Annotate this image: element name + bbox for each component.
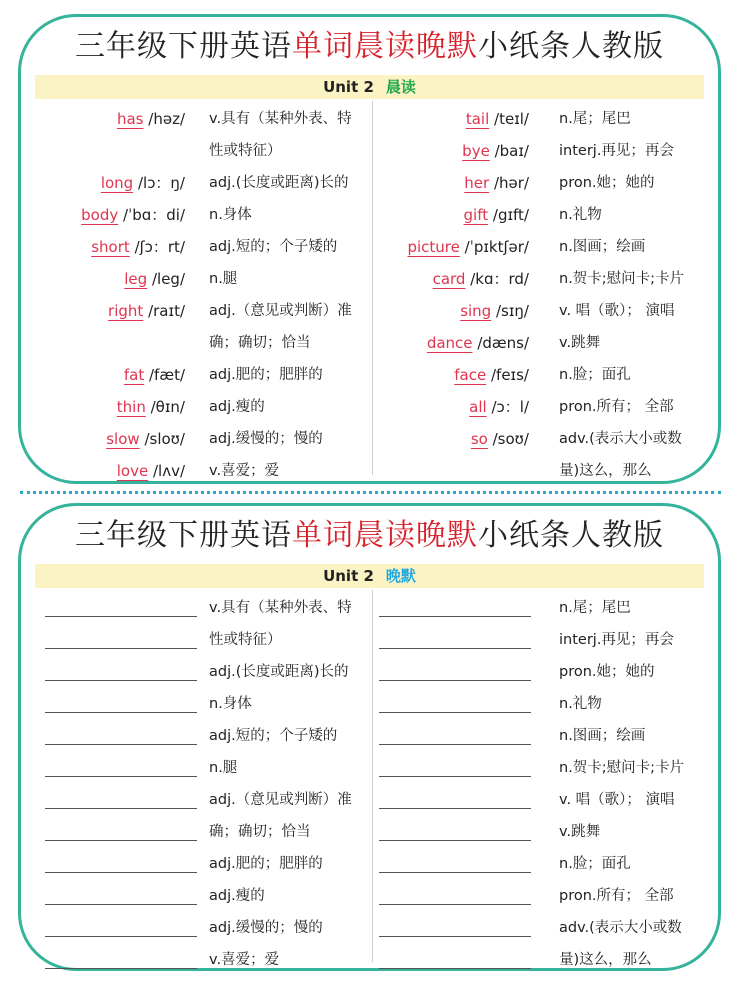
- answer-blank[interactable]: [379, 840, 531, 841]
- answer-blank[interactable]: [45, 648, 197, 649]
- english-word: face: [454, 366, 487, 384]
- chinese-meaning: adv.(表示大小或数: [559, 920, 682, 936]
- word-with-phonetic: [462, 135, 529, 167]
- answer-blank[interactable]: [379, 872, 531, 873]
- chinese-meaning: n.礼物: [559, 207, 602, 223]
- chinese-meaning: adj.（意见或判断）准: [209, 792, 352, 808]
- word-with-phonetic: [433, 263, 529, 295]
- word-with-phonetic: [407, 231, 529, 263]
- chinese-meaning: 确；确切；恰当: [209, 335, 311, 351]
- chinese-meaning: v.喜爱；爱: [209, 463, 280, 479]
- word-with-phonetic: [101, 167, 185, 199]
- word-entry: [35, 359, 185, 391]
- evening-label: 晚默: [385, 567, 416, 585]
- word-with-phonetic: [454, 359, 529, 391]
- word-entry: [35, 295, 185, 327]
- answer-blank[interactable]: [45, 872, 197, 873]
- word-with-phonetic: [427, 327, 529, 359]
- chinese-meaning: n.身体: [209, 696, 252, 712]
- chinese-meaning: pron.所有； 全部: [559, 888, 674, 904]
- word-entry: [35, 167, 185, 199]
- chinese-meaning: v.跳舞: [559, 824, 601, 840]
- english-word: so: [470, 430, 488, 448]
- word-entry: [381, 359, 529, 391]
- english-word: thin: [116, 398, 146, 416]
- chinese-meaning: adv.(表示大小或数: [559, 431, 682, 447]
- dotted-divider: [20, 491, 721, 494]
- english-word: picture: [407, 238, 460, 256]
- word-entry: [35, 199, 185, 231]
- chinese-meaning: adj.（意见或判断）准: [209, 303, 352, 319]
- phonetic: /fæt/: [149, 366, 185, 384]
- answer-blank[interactable]: [45, 616, 197, 617]
- chinese-meaning: interj.再见；再会: [559, 143, 674, 159]
- word-with-phonetic: [106, 423, 185, 455]
- answer-blank[interactable]: [379, 680, 531, 681]
- chinese-meaning: 量)这么，那么: [559, 463, 652, 479]
- chinese-meaning: 性或特征）: [209, 143, 282, 159]
- english-word: leg: [124, 270, 148, 288]
- word-entry: [381, 135, 529, 167]
- english-word: gift: [463, 206, 489, 224]
- answer-blank[interactable]: [45, 936, 197, 937]
- phonetic: /lɔ：ŋ/: [137, 174, 185, 192]
- column-divider: [372, 590, 373, 962]
- unit-bar: [35, 75, 704, 99]
- english-word: body: [81, 206, 119, 224]
- phonetic: /sloʊ/: [144, 430, 185, 448]
- phonetic: /feɪs/: [490, 366, 529, 384]
- english-word: has: [116, 110, 144, 128]
- word-entry: [35, 103, 185, 135]
- english-word: short: [91, 238, 130, 256]
- chinese-meaning: n.腿: [209, 760, 238, 776]
- chinese-meaning: adj.肥的；肥胖的: [209, 367, 323, 383]
- answer-blank[interactable]: [379, 776, 531, 777]
- column-divider: [372, 101, 373, 475]
- chinese-meaning: v.喜爱；爱: [209, 952, 280, 968]
- phonetic: /baɪ/: [494, 142, 529, 160]
- chinese-meaning: 性或特征）: [209, 632, 282, 648]
- card-title: 三年级下册英语单词晨读晚默小纸条人教版: [75, 518, 664, 553]
- answer-blank[interactable]: [45, 840, 197, 841]
- phonetic: /ɔ：l/: [491, 398, 529, 416]
- chinese-meaning: n.尾；尾巴: [559, 111, 631, 127]
- chinese-meaning: adj.短的；个子矮的: [209, 239, 338, 255]
- word-entry: [35, 263, 185, 295]
- chinese-meaning: n.腿: [209, 271, 238, 287]
- word-with-phonetic: [117, 455, 185, 487]
- chinese-meaning: 确；确切；恰当: [209, 824, 311, 840]
- word-entry: [381, 231, 529, 263]
- english-word: love: [116, 462, 149, 480]
- evening-dictation-card: [18, 503, 721, 971]
- answer-blank[interactable]: [45, 904, 197, 905]
- chinese-meaning: n.尾；尾巴: [559, 600, 631, 616]
- answer-blank[interactable]: [379, 936, 531, 937]
- english-word: right: [108, 302, 144, 320]
- unit-label: Unit 2: [323, 78, 374, 96]
- english-word: fat: [123, 366, 145, 384]
- word-with-phonetic: [464, 167, 529, 199]
- phonetic: /soʊ/: [492, 430, 529, 448]
- chinese-meaning: adj.瘦的: [209, 399, 265, 415]
- english-word: dance: [426, 334, 473, 352]
- chinese-meaning: v.跳舞: [559, 335, 601, 351]
- phonetic: /lʌv/: [152, 462, 185, 480]
- phonetic: /hər/: [493, 174, 529, 192]
- chinese-meaning: adj.(长度或距离)长的: [209, 664, 349, 680]
- word-entry: [381, 391, 529, 423]
- chinese-meaning: adj.瘦的: [209, 888, 265, 904]
- english-word: tail: [465, 110, 490, 128]
- answer-blank[interactable]: [45, 744, 197, 745]
- chinese-meaning: adj.缓慢的；慢的: [209, 431, 323, 447]
- word-with-phonetic: [81, 199, 185, 231]
- word-with-phonetic: [91, 231, 185, 263]
- chinese-meaning: pron.所有； 全部: [559, 399, 674, 415]
- phonetic: /leg/: [151, 270, 185, 288]
- word-with-phonetic: [460, 295, 529, 327]
- unit-bar: [35, 564, 704, 588]
- card-title: 三年级下册英语单词晨读晚默小纸条人教版: [75, 29, 664, 64]
- chinese-meaning: interj.再见；再会: [559, 632, 674, 648]
- chinese-meaning: 量)这么，那么: [559, 952, 652, 968]
- answer-blank[interactable]: [379, 616, 531, 617]
- answer-blank[interactable]: [45, 776, 197, 777]
- word-with-phonetic: [124, 263, 185, 295]
- phonetic: /θɪn/: [150, 398, 185, 416]
- chinese-meaning: n.图画；绘画: [559, 239, 646, 255]
- word-entry: [381, 263, 529, 295]
- word-entry: [381, 167, 529, 199]
- phonetic: /sɪŋ/: [495, 302, 529, 320]
- answer-blank[interactable]: [45, 968, 197, 969]
- chinese-meaning: adj.(长度或距离)长的: [209, 175, 349, 191]
- phonetic: /dæns/: [477, 334, 529, 352]
- phonetic: /ʃɔ：rt/: [134, 238, 185, 256]
- phonetic: /kɑ：rd/: [470, 270, 529, 288]
- word-with-phonetic: [124, 359, 185, 391]
- word-entry: [381, 423, 529, 455]
- answer-blank[interactable]: [379, 968, 531, 969]
- chinese-meaning: pron.她；她的: [559, 664, 655, 680]
- chinese-meaning: n.贺卡;慰问卡;卡片: [559, 760, 685, 776]
- word-with-phonetic: [469, 391, 529, 423]
- english-word: card: [432, 270, 466, 288]
- chinese-meaning: v.具有（某种外表、特: [209, 600, 352, 616]
- answer-blank[interactable]: [45, 712, 197, 713]
- word-entry: [35, 391, 185, 423]
- answer-blank[interactable]: [379, 904, 531, 905]
- word-with-phonetic: [108, 295, 185, 327]
- word-entry: [381, 199, 529, 231]
- phonetic: /teɪl/: [494, 110, 529, 128]
- chinese-meaning: pron.她；她的: [559, 175, 655, 191]
- phonetic: /gɪft/: [492, 206, 529, 224]
- english-word: bye: [462, 142, 490, 160]
- phonetic: /həz/: [148, 110, 185, 128]
- word-entry: [381, 327, 529, 359]
- english-word: all: [469, 398, 487, 416]
- chinese-meaning: adj.肥的；肥胖的: [209, 856, 323, 872]
- word-with-phonetic: [117, 103, 185, 135]
- phonetic: /ˈpɪktʃər/: [464, 238, 529, 256]
- chinese-meaning: v. 唱（歌）； 演唱: [559, 303, 675, 319]
- word-with-phonetic: [464, 199, 529, 231]
- answer-blank[interactable]: [379, 648, 531, 649]
- phonetic: /ˈbɑ：di/: [123, 206, 185, 224]
- chinese-meaning: v. 唱（歌）； 演唱: [559, 792, 675, 808]
- word-entry: [35, 423, 185, 455]
- chinese-meaning: v.具有（某种外表、特: [209, 111, 352, 127]
- english-word: slow: [106, 430, 140, 448]
- answer-blank[interactable]: [379, 808, 531, 809]
- answer-blank[interactable]: [45, 680, 197, 681]
- word-entry: [35, 231, 185, 263]
- word-with-phonetic: [117, 391, 185, 423]
- chinese-meaning: n.脸；面孔: [559, 856, 631, 872]
- word-with-phonetic: [466, 103, 529, 135]
- chinese-meaning: n.图画；绘画: [559, 728, 646, 744]
- chinese-meaning: n.礼物: [559, 696, 602, 712]
- word-entry: [35, 455, 185, 487]
- answer-blank[interactable]: [45, 808, 197, 809]
- word-entry: [381, 103, 529, 135]
- unit-label: Unit 2: [323, 567, 374, 585]
- chinese-meaning: adj.缓慢的；慢的: [209, 920, 323, 936]
- word-with-phonetic: [471, 423, 529, 455]
- phonetic: /raɪt/: [148, 302, 185, 320]
- english-word: long: [100, 174, 134, 192]
- morning-label: 晨读: [385, 78, 416, 96]
- morning-reading-card: [18, 14, 721, 484]
- word-entry: [381, 295, 529, 327]
- answer-blank[interactable]: [379, 712, 531, 713]
- chinese-meaning: n.脸；面孔: [559, 367, 631, 383]
- english-word: her: [464, 174, 490, 192]
- chinese-meaning: n.身体: [209, 207, 252, 223]
- english-word: sing: [460, 302, 492, 320]
- chinese-meaning: adj.短的；个子矮的: [209, 728, 338, 744]
- answer-blank[interactable]: [379, 744, 531, 745]
- chinese-meaning: n.贺卡;慰问卡;卡片: [559, 271, 685, 287]
